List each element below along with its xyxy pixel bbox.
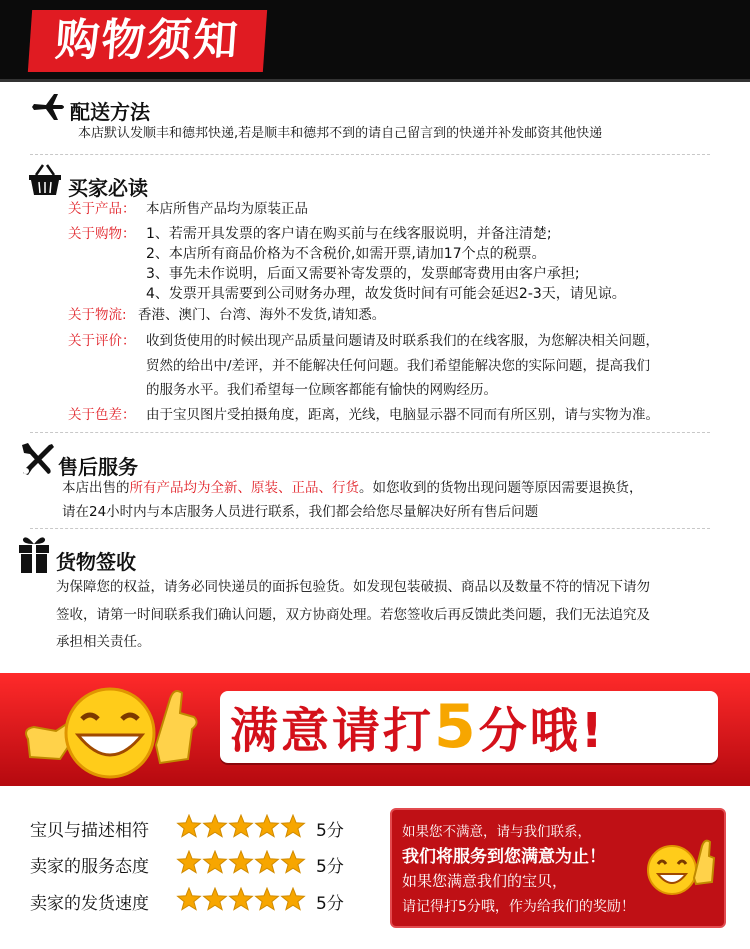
star-icon — [204, 815, 227, 837]
rating-score: 5分 — [316, 857, 344, 877]
color-label: 关于色差： — [68, 407, 136, 423]
after-sales-line-1 — [62, 478, 643, 498]
star-icon — [178, 851, 201, 873]
note-line-4: 请记得打5分哦，作为给我们的奖励！ — [402, 899, 635, 915]
purchase-item-3: 3、事先未作说明，后面又需要补寄发票的，发票邮寄费用由客户承担; — [146, 266, 580, 282]
rating-score: 5分 — [316, 894, 344, 914]
stars-svg — [176, 850, 310, 876]
star-icon — [282, 888, 305, 910]
note-line-2: 我们将服务到您满意为止！ — [402, 847, 606, 867]
star-icon — [256, 888, 279, 910]
shopping-basket-icon — [28, 163, 62, 197]
receipt-line-2: 签收，请第一时间联系我们确认问题，双方协商处理。若您签收后再反馈此类问题，我们无法追究及 — [56, 607, 650, 623]
star-icon — [256, 851, 279, 873]
stars-svg — [176, 887, 310, 913]
logistics-label: 关于物流: — [68, 307, 127, 323]
rating-score: 5分 — [316, 821, 344, 841]
thumbs-up-smiley-icon — [20, 679, 200, 783]
star-icon — [204, 888, 227, 910]
divider — [30, 154, 710, 155]
rating-label: 卖家的发货速度 — [30, 894, 149, 914]
note-line-1: 如果您不满意，请与我们联系， — [402, 824, 591, 840]
banner-panel — [220, 691, 718, 763]
review-line-3: 的服务水平。我们希望每一位顾客都能有愉快的网购经历。 — [146, 382, 497, 398]
after-sales-title: 售后服务 — [58, 455, 138, 479]
divider — [30, 432, 710, 433]
purchase-item-2: 2、本店所有商品价格为不含税价,如需开票,请加17个点的税票。 — [146, 246, 546, 262]
purchase-item-4: 4、发票开具需要到公司财务办理，故发货时间有可能会延迟2-3天，请见谅。 — [146, 286, 626, 302]
delivery-text: 本店默认发顺丰和德邦快递,若是顺丰和德邦不到的请自己留言到的快递并补发邮资其他快递 — [78, 126, 603, 141]
star-icon — [256, 815, 279, 837]
star-icon — [204, 851, 227, 873]
star-rating — [176, 850, 310, 881]
purchase-item-1: 1、若需开具发票的客户请在购买前与在线客服说明，并备注清楚; — [146, 226, 552, 242]
star-icon — [230, 851, 253, 873]
review-label: 关于评价： — [68, 333, 136, 349]
divider — [30, 528, 710, 529]
rating-banner — [0, 673, 750, 786]
header-bar — [0, 0, 750, 82]
buyer-title: 买家必读 — [68, 176, 148, 200]
star-icon — [178, 888, 201, 910]
note-line-3: 如果您满意我们的宝贝， — [402, 872, 568, 890]
contact-note-box — [390, 808, 726, 928]
after-sales-line-1-post: 。如您收到的货物出现问题等原因需要退换货， — [359, 480, 643, 496]
after-sales-line-1-pre: 本店出售的 — [62, 480, 130, 496]
review-line-1: 收到货使用的时候出现产品质量问题请及时联系我们的在线客服，为您解决相关问题， — [146, 333, 659, 349]
star-icon — [178, 815, 201, 837]
after-sales-line-2: 请在24小时内与本店服务人员进行联系，我们都会给您尽量解决好所有售后问题 — [62, 504, 539, 520]
review-line-2: 贸然的给出中/差评，并不能解决任何问题。我们希望能解决您的实际问题，提高我们 — [146, 358, 651, 374]
receipt-title: 货物签收 — [56, 550, 136, 574]
purchase-label: 关于购物： — [68, 226, 136, 242]
banner-text-post: 分哦! — [478, 703, 606, 759]
airplane-icon — [32, 92, 66, 122]
star-rating — [176, 887, 310, 918]
banner-number: 5 — [434, 692, 479, 762]
banner-text — [230, 691, 606, 763]
receipt-line-1: 为保障您的权益，请务必同快递员的面拆包验货。如发现包装破损、商品以及数量不符的情况下请勿 — [56, 579, 650, 595]
thumbs-up-smiley-icon — [644, 834, 716, 898]
logistics-text: 香港、澳门、台湾、海外不发货,请知悉。 — [138, 307, 386, 323]
banner-text-pre: 满意请打 — [230, 703, 435, 759]
after-sales-highlight: 所有产品均为全新、原装、正品、行货 — [129, 480, 359, 496]
delivery-title: 配送方法 — [70, 100, 150, 124]
rating-label: 卖家的服务态度 — [30, 857, 149, 877]
receipt-line-3: 承担相关责任。 — [56, 634, 151, 650]
wrench-screwdriver-icon — [18, 441, 56, 477]
page-title: 购物须知 — [28, 10, 267, 72]
stars-svg — [176, 814, 310, 840]
color-text: 由于宝贝图片受拍摄角度，距离，光线，电脑显示器不同而有所区别，请与实物为准。 — [146, 407, 659, 423]
star-icon — [230, 888, 253, 910]
star-icon — [230, 815, 253, 837]
star-icon — [282, 815, 305, 837]
product-text: 本店所售产品均为原装正品 — [146, 201, 308, 217]
gift-icon — [18, 534, 50, 574]
product-label: 关于产品： — [68, 201, 136, 217]
rating-label: 宝贝与描述相符 — [30, 821, 149, 841]
star-rating — [176, 814, 310, 845]
star-icon — [282, 851, 305, 873]
